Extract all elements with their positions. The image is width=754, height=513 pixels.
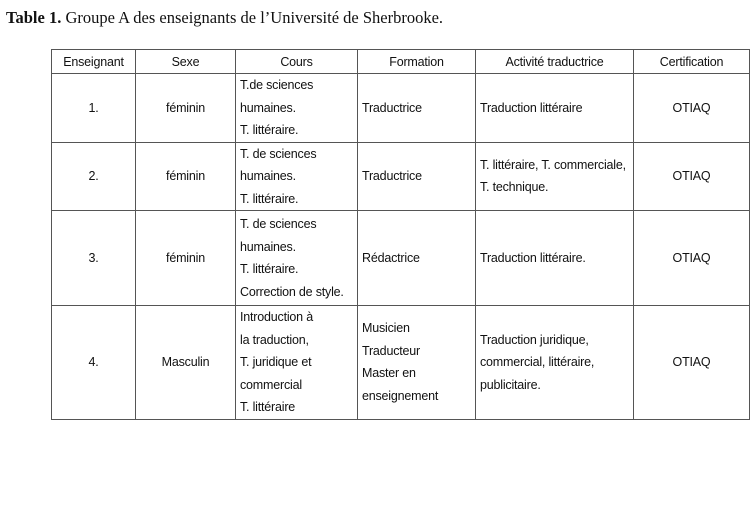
- cours-line: T. de sciences: [240, 217, 317, 231]
- table-header-row: [52, 50, 750, 74]
- cours-line: Introduction à: [240, 310, 313, 324]
- cell-sexe: Masculin: [136, 306, 236, 420]
- cell-enseignant: 1.: [52, 74, 136, 143]
- teachers-table: [51, 49, 750, 420]
- cell-formation: [358, 211, 476, 306]
- formation-line: Traducteur: [362, 343, 420, 358]
- activite-line: Traduction littéraire: [480, 100, 583, 115]
- cours-line: T. littéraire.: [240, 262, 299, 276]
- formation-line: Traductrice: [362, 100, 422, 115]
- cours-line: la traduction,: [240, 332, 309, 347]
- activite-line: Traduction littéraire.: [480, 250, 586, 265]
- activite-line: Traduction juridique,: [480, 332, 589, 347]
- header-sexe: Sexe: [136, 50, 236, 74]
- cell-cours: [236, 211, 358, 306]
- activite-line: publicitaire.: [480, 377, 541, 392]
- cell-formation: [358, 306, 476, 420]
- cell-certification: OTIAQ: [634, 74, 750, 143]
- table-row: [52, 142, 750, 211]
- cours-line: T.de sciences: [240, 78, 314, 92]
- cell-certification: OTIAQ: [634, 306, 750, 420]
- cell-enseignant: 3.: [52, 211, 136, 306]
- cell-activite: [476, 211, 634, 306]
- cell-enseignant: 4.: [52, 306, 136, 420]
- cours-line: T. littéraire.: [240, 123, 299, 137]
- cours-line: T. de sciences: [240, 146, 317, 161]
- cours-line: humaines.: [240, 239, 296, 254]
- cell-cours: [236, 74, 358, 143]
- cours-line: commercial: [240, 377, 302, 392]
- cell-sexe: féminin: [136, 142, 236, 211]
- formation-line: Master en: [362, 366, 416, 381]
- cell-certification: OTIAQ: [634, 211, 750, 306]
- activite-line: T. technique.: [480, 180, 549, 195]
- cell-activite: [476, 142, 634, 211]
- cours-line: humaines.: [240, 169, 296, 183]
- cours-line: Correction de style.: [240, 284, 344, 299]
- table-caption: [6, 8, 443, 28]
- cell-cours: [236, 306, 358, 420]
- cell-activite: [476, 74, 634, 143]
- cours-line: T. juridique et: [240, 355, 312, 369]
- cours-line: T. littéraire: [240, 400, 296, 414]
- formation-line: Traductrice: [362, 169, 422, 183]
- cell-enseignant: 2.: [52, 142, 136, 211]
- caption-text: Groupe A des enseignants de l’Université de Sherbrooke.: [61, 8, 444, 27]
- activite-line: T. littéraire, T. commerciale,: [480, 157, 626, 172]
- cell-sexe: féminin: [136, 211, 236, 306]
- cell-sexe: féminin: [136, 74, 236, 143]
- formation-line: Rédactrice: [362, 250, 420, 265]
- cell-certification: OTIAQ: [634, 142, 750, 211]
- table-row: [52, 74, 750, 143]
- table-row: [52, 306, 750, 420]
- cell-formation: [358, 142, 476, 211]
- formation-line: Musicien: [362, 321, 410, 336]
- header-formation: Formation: [358, 50, 476, 74]
- cell-activite: [476, 306, 634, 420]
- activite-line: commercial, littéraire,: [480, 355, 595, 369]
- cell-formation: [358, 74, 476, 143]
- header-activite-traductrice: Activité traductrice: [476, 50, 634, 74]
- cours-line: T. littéraire.: [240, 191, 299, 206]
- caption-label: Table 1.: [6, 8, 62, 27]
- cell-cours: [236, 142, 358, 211]
- header-enseignant: Enseignant: [52, 50, 136, 74]
- table-row: [52, 211, 750, 306]
- formation-line: enseignement: [362, 388, 439, 403]
- header-cours: Cours: [236, 50, 358, 74]
- cours-line: humaines.: [240, 100, 296, 115]
- header-certification: Certification: [634, 50, 750, 74]
